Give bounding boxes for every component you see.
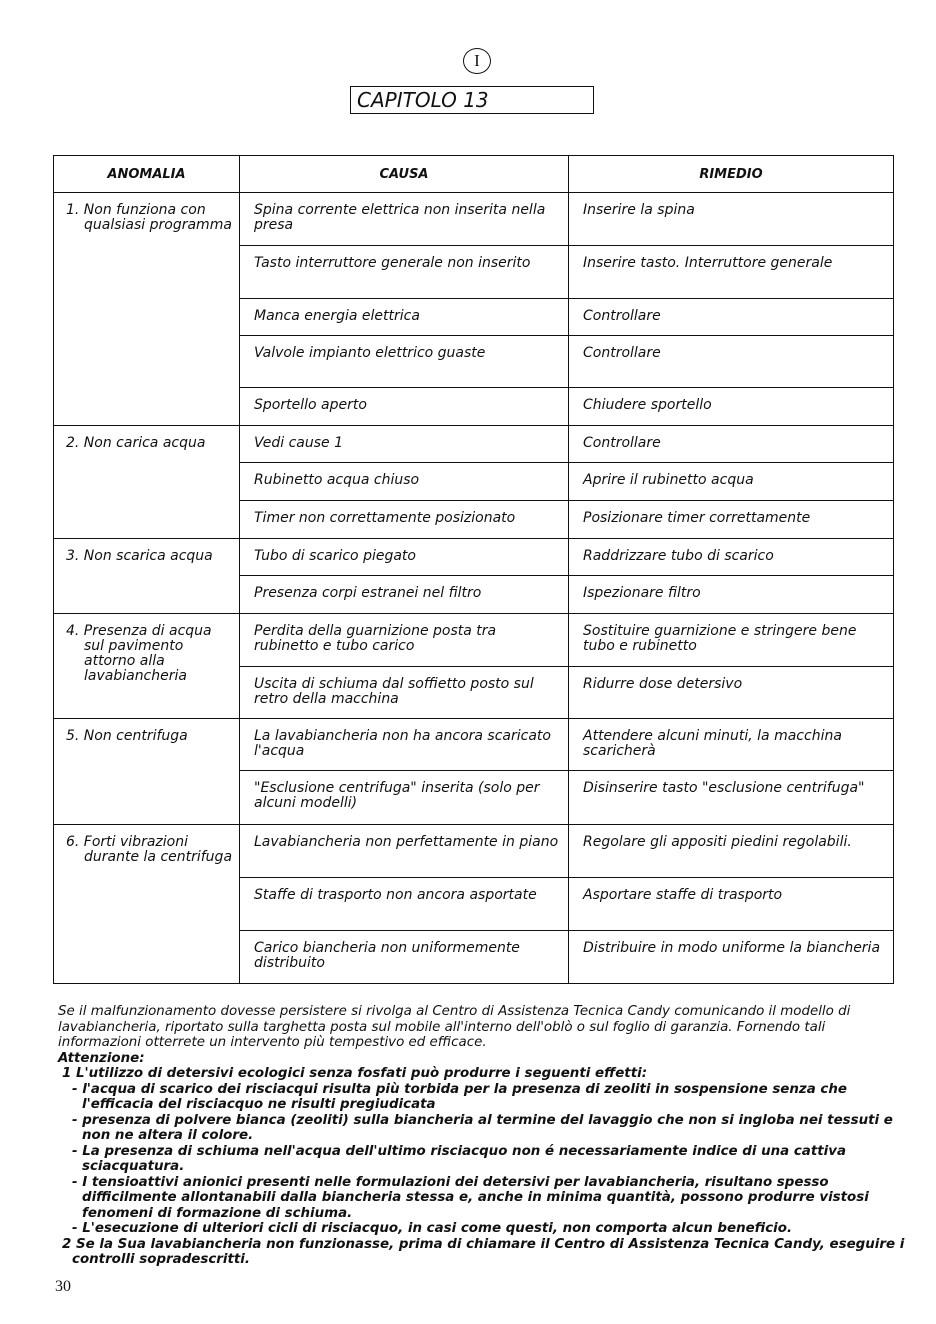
- cause-cell: Uscita di schiuma dal soffietto posto sul retro della macchina: [240, 667, 569, 719]
- remedy-cell: Posizionare timer correttamente: [569, 501, 894, 539]
- anomaly-cell: 6. Forti vibrazioni durante la centrifuga: [54, 825, 240, 984]
- remedy-cell: Ridurre dose detersivo: [569, 667, 894, 719]
- note-bullet: - La presenza di schiuma nell'acqua dell'ultimo risciacquo non é necessariamente indice di una cattiva sciacquatura.: [72, 1143, 846, 1174]
- remedy-cell: Disinserire tasto "esclusione centrifuga": [569, 771, 894, 825]
- cause-cell: Timer non correttamente posizionato: [240, 501, 569, 539]
- remedy-cell: Inserire la spina: [569, 193, 894, 246]
- table-row: [54, 539, 894, 576]
- remedy-cell: Regolare gli appositi piedini regolabili.: [569, 825, 894, 878]
- column-header-anomaly: ANOMALIA: [54, 156, 240, 193]
- table-row: [54, 614, 894, 667]
- table-row: [54, 825, 894, 878]
- cause-cell: "Esclusione centrifuga" inserita (solo per alcuni modelli): [240, 771, 569, 825]
- column-header-remedy: RIMEDIO: [569, 156, 894, 193]
- note-bullet: - presenza di polvere bianca (zeoliti) sulla biancheria al termine del lavaggio che non si ingloba nei tessuti e non ne altera il colore.: [72, 1112, 893, 1143]
- remedy-cell: Chiudere sportello: [569, 388, 894, 426]
- note-point-2: 2 Se la Sua lavabiancheria non funzionasse, prima di chiamare il Centro di Assistenza Tecnica Candy, eseguire i controlli sopradescritti.: [62, 1236, 905, 1267]
- cause-cell: Valvole impianto elettrico guaste: [240, 336, 569, 388]
- remedy-cell: Controllare: [569, 299, 894, 336]
- remedy-cell: Sostituire guarnizione e stringere bene tubo e rubinetto: [569, 614, 894, 667]
- anomaly-cell: 1. Non funziona con qualsiasi programma: [54, 193, 240, 426]
- remedy-cell: Distribuire in modo uniforme la biancheria: [569, 931, 894, 984]
- troubleshooting-table: [53, 155, 894, 984]
- cause-cell: Sportello aperto: [240, 388, 569, 426]
- anomaly-cell: 5. Non centrifuga: [54, 719, 240, 825]
- table-row: [54, 719, 894, 771]
- note-bullet: - l'acqua di scarico dei risciacqui risulta più torbida per la presenza di zeoliti in sospensione senza che l'efficacia del risciacquo ne risulti pregiudicata: [72, 1081, 847, 1112]
- cause-cell: Lavabiancheria non perfettamente in piano: [240, 825, 569, 878]
- column-header-cause: CAUSA: [240, 156, 569, 193]
- cause-cell: Rubinetto acqua chiuso: [240, 463, 569, 501]
- cause-cell: Manca energia elettrica: [240, 299, 569, 336]
- cause-cell: Tubo di scarico piegato: [240, 539, 569, 576]
- remedy-cell: Controllare: [569, 426, 894, 463]
- cause-cell: Presenza corpi estranei nel filtro: [240, 576, 569, 614]
- anomaly-cell: 2. Non carica acqua: [54, 426, 240, 539]
- cause-cell: Carico biancheria non uniformemente distribuito: [240, 931, 569, 984]
- cause-cell: Staffe di trasporto non ancora asportate: [240, 878, 569, 931]
- note-bullet: - I tensioattivi anionici presenti nelle formulazioni dei detersivi per lavabiancheria, risultano spesso difficilmente allontanabili dalla biancheria stessa e, anche in minima quantità, possono produrre vistosi fenomeni di formazione di schiuma.: [72, 1174, 869, 1221]
- remedy-cell: Asportare staffe di trasporto: [569, 878, 894, 931]
- cause-cell: Vedi cause 1: [240, 426, 569, 463]
- table-row: [54, 193, 894, 246]
- anomaly-cell: 4. Presenza di acqua sul pavimento attorno alla lavabiancheria: [54, 614, 240, 719]
- notes-section: [58, 1004, 908, 1268]
- remedy-cell: Raddrizzare tubo di scarico: [569, 539, 894, 576]
- notes-intro: Se il malfunzionamento dovesse persistere si rivolga al Centro di Assistenza Tecnica Candy comunicando il modello di lavabiancheria, riportato sulla targhetta posta sul mobile all'interno dell'oblò o sul foglio di garanzia. Fornendo tali informazioni otterrete un intervento più tempestivo ed efficace.: [58, 1004, 851, 1050]
- page-number: 30: [55, 1278, 71, 1295]
- language-mark: I: [463, 48, 491, 74]
- table-row: [54, 426, 894, 463]
- remedy-cell: Aprire il rubinetto acqua: [569, 463, 894, 501]
- cause-cell: La lavabiancheria non ha ancora scaricato l'acqua: [240, 719, 569, 771]
- anomaly-cell: 3. Non scarica acqua: [54, 539, 240, 614]
- chapter-title: CAPITOLO 13: [350, 86, 594, 114]
- remedy-cell: Ispezionare filtro: [569, 576, 894, 614]
- note-point-1: 1 L'utilizzo di detersivi ecologici senza fosfati può produrre i seguenti effetti:: [62, 1066, 648, 1081]
- remedy-cell: Inserire tasto. Interruttore generale: [569, 246, 894, 299]
- cause-cell: Perdita della guarnizione posta tra rubinetto e tubo carico: [240, 614, 569, 667]
- note-bullet: - L'esecuzione di ulteriori cicli di risciacquo, in casi come questi, non comporta alcun beneficio.: [72, 1221, 793, 1236]
- attention-label: Attenzione:: [58, 1050, 145, 1066]
- cause-cell: Tasto interruttore generale non inserito: [240, 246, 569, 299]
- remedy-cell: Attendere alcuni minuti, la macchina scaricherà: [569, 719, 894, 771]
- remedy-cell: Controllare: [569, 336, 894, 388]
- cause-cell: Spina corrente elettrica non inserita nella presa: [240, 193, 569, 246]
- table-header-row: [54, 156, 894, 193]
